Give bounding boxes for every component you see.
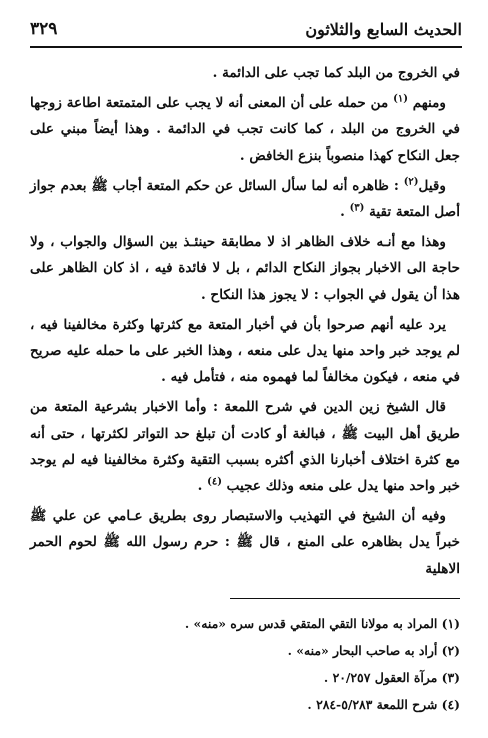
paragraph-7: [30, 503, 460, 582]
footnote-ref-1: (١): [393, 93, 408, 105]
paragraph-3-text-a: وقيل: [418, 177, 446, 194]
page-header: [30, 14, 462, 44]
paragraph-1: [30, 60, 460, 86]
footnote-2: (٢) أراد به صاحب البحار «منه» .: [287, 643, 460, 658]
footnote-4: (٤) شرح اللمعة ٥/٢٨٣-٢٨٤ .: [307, 697, 460, 712]
footnote-separator: [230, 598, 460, 599]
paragraph-5-text: يرد عليه أنهم صرحوا بأن في أخبار المتعة مع كثرتها وكثرة مخالفينا فيه ، لم يوجد خبر واحد منها يدل على منعه ، وهذا الخبر على ما حمله عليه صريح في منعه ، فيكون مخالفاً لما فهموه منه ، فتأمل فيه .: [30, 316, 460, 386]
footnote-ref-2: (٢): [403, 176, 419, 188]
footnote-ref-3: (٣): [349, 202, 365, 214]
paragraph-2-text-a: ومنهم: [407, 95, 446, 112]
paragraph-6-text-b: .: [197, 478, 208, 495]
footnotes: [30, 610, 460, 718]
page-number: ٣٢٩: [30, 19, 58, 39]
paragraph-2: [30, 90, 460, 169]
paragraph-3: [30, 173, 460, 225]
footnote-ref-4: (٤): [207, 476, 222, 488]
paragraph-6-text-a: قال الشيخ زين الدين في شرح اللمعة : وأما الاخبار بشرعية المتعة من طريق أهل البيت ﷺ ، فبالغة أو كادت أن تبلغ حد التواتر لكثرتها ، حتى أنه مع كثرة اختلاف أخبارنا الذي أكثره بسبب التقية وكثرة مخالفينا فيه لم يوجد خبر واحد منها يدل على منعه وذلك عجيب: [30, 399, 460, 495]
paragraph-4: [30, 229, 460, 308]
header-rule: [30, 46, 462, 48]
paragraph-2-text-b: من حمله على أن المعنى أنه لا يجب على المتمتعة اطاعة زوجها في الخروج من البلد ، كما كانت تجب في الدائمة . وهذا أيضاً مبني على جعل النكاح كهذا منصوباً بنزع الخافض .: [30, 95, 460, 164]
paragraph-7-text: وفيه أن الشيخ في التهذيب والاستبصار روى بطريق عـامي عن علي ﷺ خبراً يدل بظاهره على المنع ، قال ﷺ : حرم رسول الله ﷺ لحوم الحمر الاهلية: [30, 508, 460, 577]
paragraph-6: [30, 394, 460, 499]
running-title: الحديث السابع والثلاثون: [305, 19, 462, 39]
paragraph-3-text-b: : ظاهره أنه لما سأل السائل عن حكم المتعة أجاب ﷺ بعدم جواز أصل المتعة تقية: [30, 177, 460, 221]
footnote-3: (٣) مرآة العقول ٢٠/٢٥٧ .: [323, 670, 460, 685]
body-text: [30, 60, 460, 582]
paragraph-4-text: وهذا مع أنـه خلاف الظاهر اذ لا مطابقة حينئـذ بين السؤال والجواب ، ولا حاجة الى الاخبار بجواز النكاح الدائم ، بل لا فائدة فيه ، اذ كان الظاهر على هذا أن يقول في الجواب : لا يجوز هذا النكاح .: [30, 234, 460, 303]
paragraph-1-text: في الخروج من البلد كما تجب على الدائمة .: [212, 65, 460, 81]
paragraph-5: [30, 312, 460, 391]
paragraph-3-text-c: .: [340, 204, 350, 221]
footnote-1: (١) المراد به مولانا التقي المتقي قدس سره «منه» .: [184, 616, 460, 631]
